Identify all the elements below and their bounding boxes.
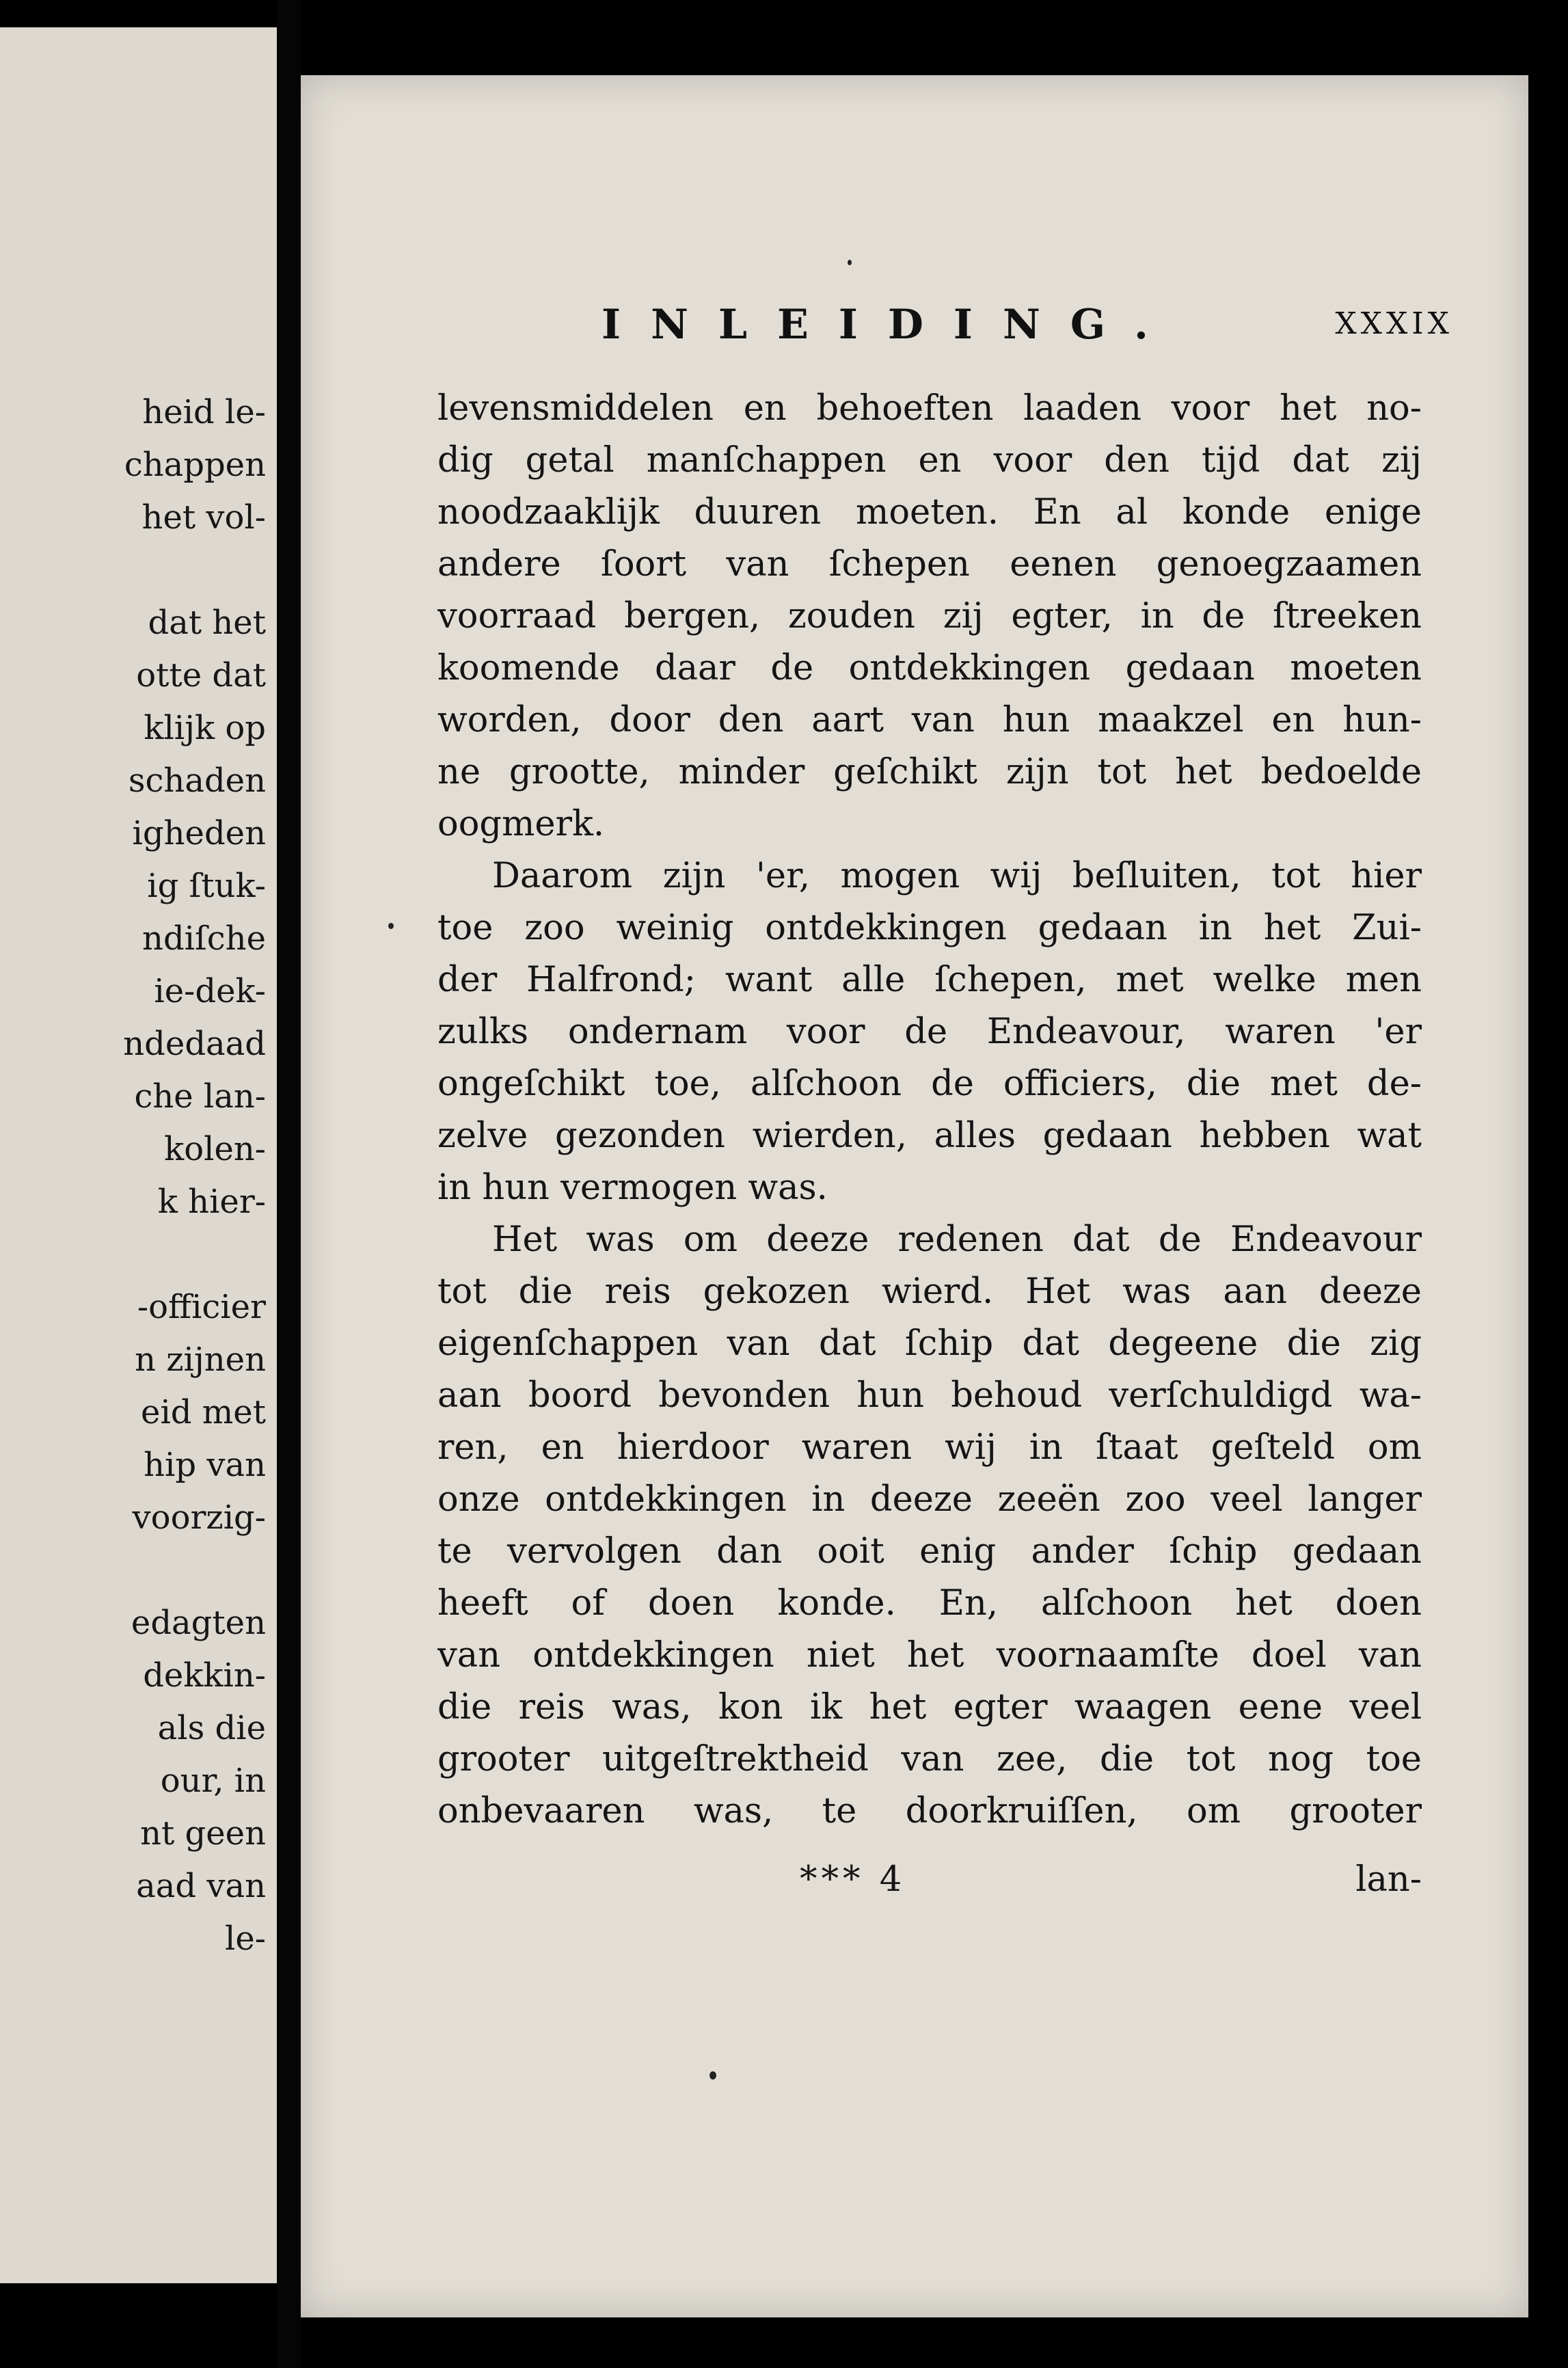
ink-speck: [848, 260, 852, 265]
text-line: ongeſchikt toe, alſchoon de officiers, die met de-: [437, 1064, 1422, 1104]
text-line: grooter uitgeſtrektheid van zee, die tot nog toe: [437, 1739, 1422, 1779]
left-fragment: ie-dek-: [154, 972, 266, 1010]
left-fragment: nt geen: [140, 1814, 266, 1853]
text-line: Het was om deeze redenen dat de Endeavour: [492, 1220, 1422, 1260]
left-fragment: eid met: [141, 1393, 266, 1431]
left-fragment: schaden: [128, 762, 266, 800]
page-header: [301, 301, 1528, 369]
text-line: ren, en hierdoor waren wij in ſtaat geſteld om: [437, 1427, 1422, 1468]
signature-mark: *** 4: [800, 1859, 906, 1900]
text-line: die reis was, kon ik het egter waagen eene veel: [437, 1687, 1422, 1727]
left-fragment: otte dat: [136, 656, 266, 695]
left-fragment: edagten: [131, 1604, 266, 1642]
text-line: onbevaaren was, te doorkruiſſen, om grooter: [437, 1791, 1422, 1831]
right-page: [301, 75, 1528, 2317]
left-fragment: voorzig-: [132, 1498, 266, 1537]
text-line: Daarom zijn 'er, mogen wij beſluiten, tot hier: [492, 856, 1422, 896]
text-line: onze ontdekkingen in deeze zeeën zoo veel langer: [437, 1479, 1422, 1520]
left-fragment: dat het: [148, 604, 266, 642]
left-page-text: [123, 386, 266, 1965]
left-fragment: heid le-: [142, 393, 266, 431]
text-line: toe zoo weinig ontdekkingen gedaan in het Zui-: [437, 908, 1422, 948]
book-gutter: [277, 0, 301, 2368]
left-fragment: ndedaad: [123, 1025, 266, 1063]
text-line: te vervolgen dan ooit enig ander ſchip gedaan: [437, 1531, 1422, 1572]
left-fragment: klijk op: [144, 709, 266, 747]
text-line: zelve gezonden wierden, alles gedaan hebben wat: [437, 1116, 1422, 1156]
left-fragment: [123, 1228, 266, 1281]
ink-speck: [709, 2071, 716, 2080]
text-line: van ontdekkingen niet het voornaamſte doel van: [437, 1635, 1422, 1676]
text-line: noodzaaklijk duuren moeten. En al konde enige: [437, 492, 1422, 533]
text-line: koomende daar de ontdekkingen gedaan moeten: [437, 648, 1422, 688]
page-footer: [437, 1859, 1422, 1914]
left-fragment: [123, 544, 266, 597]
text-line: dig getal manſchappen en voor den tijd dat zij: [437, 440, 1422, 481]
text-line: der Halfrond; want alle ſchepen, met welke men: [437, 960, 1422, 1000]
left-fragment: che lan-: [134, 1077, 266, 1116]
left-fragment: k hier-: [157, 1183, 266, 1221]
left-fragment: het vol-: [141, 498, 266, 537]
left-fragment: le-: [225, 1920, 266, 1958]
left-fragment: our, in: [160, 1762, 266, 1800]
left-fragment: igheden: [132, 814, 266, 852]
page-number: XXXIX: [1335, 306, 1453, 341]
running-head: INLEIDING.: [601, 301, 1178, 349]
ink-speck: [388, 923, 394, 929]
left-fragment: -officier: [137, 1288, 266, 1326]
left-fragment: [123, 1544, 266, 1597]
left-fragment: aad van: [136, 1867, 266, 1905]
text-line: andere ſoort van ſchepen eenen genoegzaamen: [437, 544, 1422, 584]
text-line: oogmerk.: [437, 804, 605, 844]
text-line: tot die reis gekozen wierd. Het was aan deeze: [437, 1272, 1422, 1312]
left-fragment: hip van: [144, 1446, 266, 1484]
text-line: levensmiddelen en behoeften laaden voor het no-: [437, 388, 1422, 429]
text-line: eigenſchappen van dat ſchip dat degeene die zig: [437, 1323, 1422, 1364]
text-line: zulks ondernam voor de Endeavour, waren 'er: [437, 1012, 1422, 1052]
text-line: ne grootte, minder geſchikt zijn tot het bedoelde: [437, 752, 1422, 792]
left-fragment: chappen: [124, 446, 266, 484]
left-fragment: ndiſche: [142, 919, 266, 958]
text-line: in hun vermogen was.: [437, 1168, 828, 1208]
left-fragment: als die: [157, 1709, 266, 1747]
left-fragment: kolen-: [164, 1130, 266, 1168]
left-fragment: dekkin-: [143, 1656, 266, 1695]
catchword: lan-: [1355, 1859, 1422, 1900]
body-text: [437, 383, 1422, 1838]
text-line: voorraad bergen, zouden zij egter, in de ſtreeken: [437, 596, 1422, 636]
text-line: worden, door den aart van hun maakzel en hun-: [437, 700, 1422, 740]
text-line: aan boord bevonden hun behoud verſchuldigd wa-: [437, 1375, 1422, 1416]
text-line: heeft of doen konde. En, alſchoon het doen: [437, 1583, 1422, 1624]
left-fragment: ig ſtuk-: [147, 867, 266, 905]
left-fragment: n zijnen: [135, 1341, 266, 1379]
left-page-edge: [0, 27, 277, 2283]
